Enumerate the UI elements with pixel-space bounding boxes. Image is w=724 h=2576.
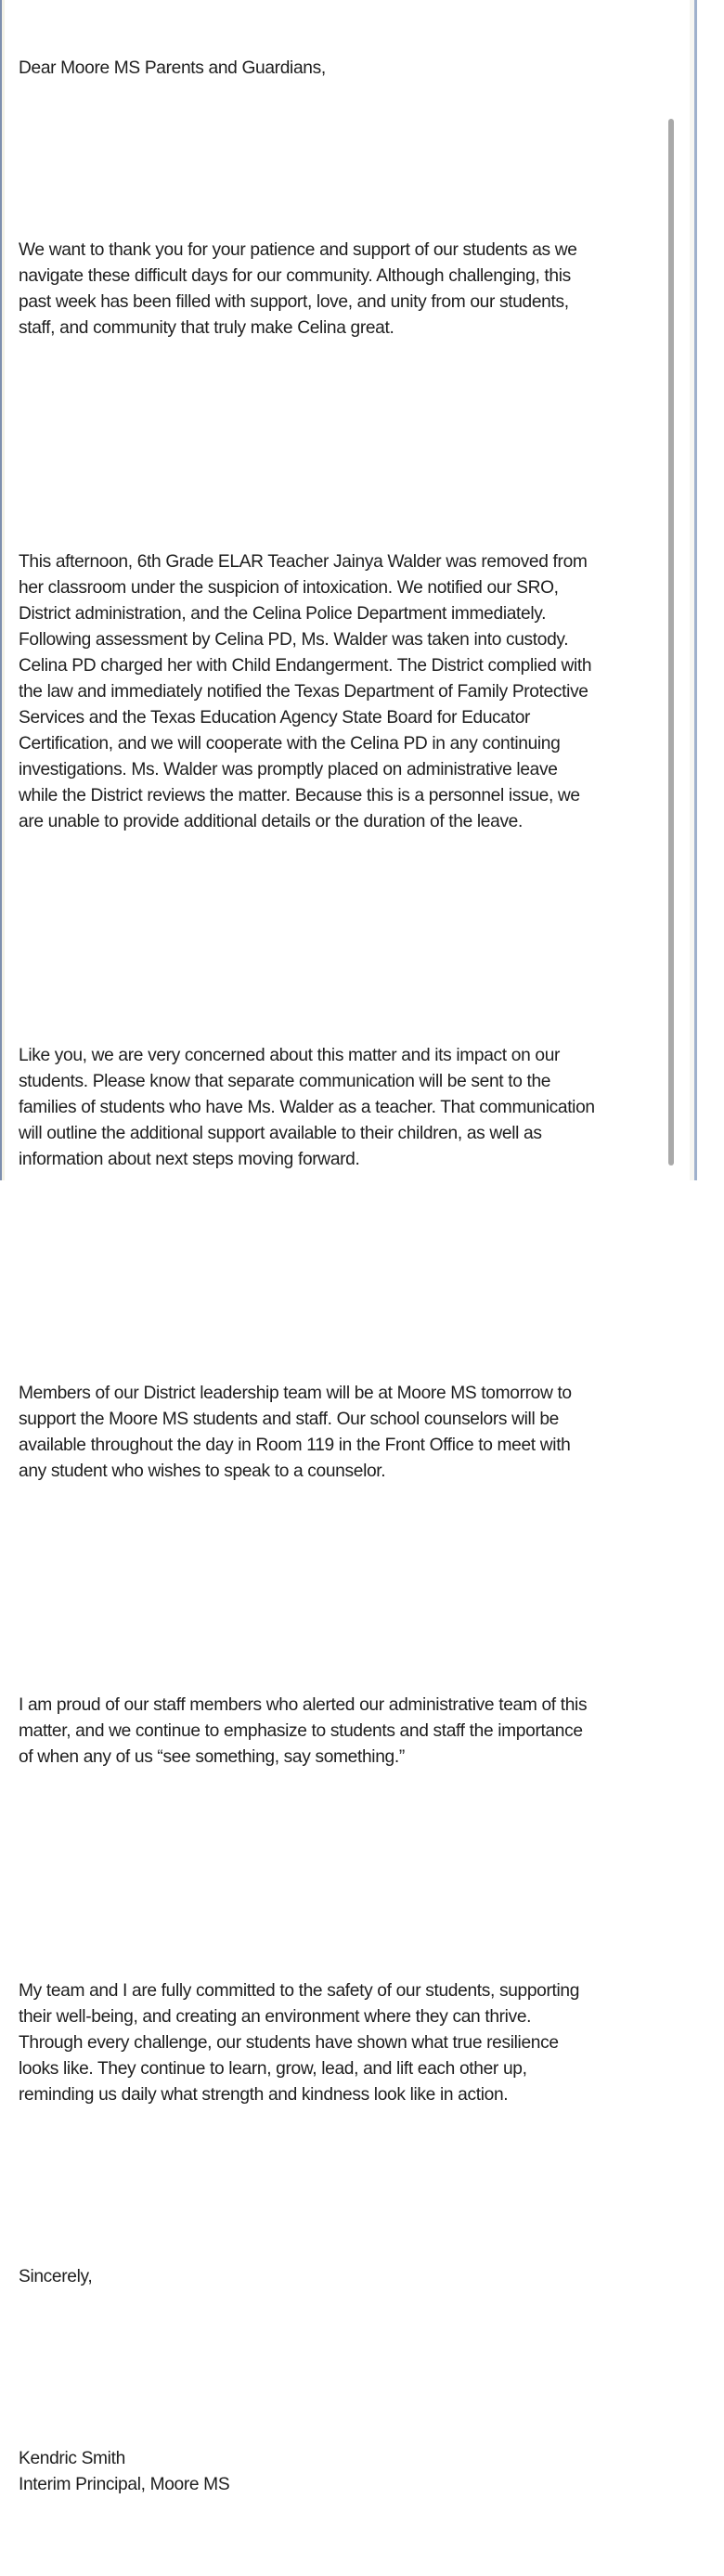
signature-block bbox=[19, 2394, 724, 2550]
text-line: reminding us daily what strength and kindness look like in action. bbox=[19, 2085, 509, 2105]
text-line: staff, and community that truly make Celina great. bbox=[19, 318, 394, 338]
text-line: are unable to provide additional details or the duration of the leave. bbox=[19, 812, 523, 831]
text-line: matter, and we continue to emphasize to students and staff the importance bbox=[19, 1721, 583, 1741]
text-line: District administration, and the Celina Police Department immediately. bbox=[19, 604, 547, 624]
paragraph-commitment bbox=[19, 1926, 724, 2160]
closing bbox=[19, 2264, 724, 2290]
text-line: Like you, we are very concerned about this matter and its impact on our bbox=[19, 1046, 561, 1065]
signer-title: Interim Principal, Moore MS bbox=[19, 2475, 230, 2494]
text-line: her classroom under the suspicion of intoxication. We notified our SRO, bbox=[19, 578, 559, 598]
text-line: My team and I are fully committed to the safety of our students, supporting bbox=[19, 1981, 580, 2001]
text-line: families of students who have Ms. Walder as a teacher. That communication bbox=[19, 1098, 595, 1117]
text-line: support the Moore MS students and staff. Our school counselors will be bbox=[19, 1410, 559, 1429]
closing-text: Sincerely, bbox=[19, 2267, 93, 2286]
salutation-text: Dear Moore MS Parents and Guardians, bbox=[19, 58, 326, 78]
text-line: any student who wishes to speak to a counselor. bbox=[19, 1462, 386, 1481]
paragraph-proud bbox=[19, 1641, 724, 1823]
salutation bbox=[19, 56, 724, 82]
text-line: Certification, and we will cooperate with the Celina PD in any continuing bbox=[19, 734, 561, 753]
text-line: I am proud of our staff members who alerted our administrative team of this bbox=[19, 1695, 588, 1715]
text-line: while the District reviews the matter. Because this is a personnel issue, we bbox=[19, 786, 580, 805]
text-line: Through every challenge, our students have shown what true resilience bbox=[19, 2033, 559, 2053]
text-line: available throughout the day in Room 119 in the Front Office to meet with bbox=[19, 1436, 571, 1455]
paragraph-thanks bbox=[19, 186, 724, 393]
text-line: Members of our District leadership team will be at Moore MS tomorrow to bbox=[19, 1384, 572, 1403]
text-line: navigate these difficult days for our community. Although challenging, this bbox=[19, 266, 571, 286]
text-line: investigations. Ms. Walder was promptly placed on administrative leave bbox=[19, 760, 558, 779]
paragraph-support bbox=[19, 1329, 724, 1537]
signer-name: Kendric Smith bbox=[19, 2449, 125, 2468]
paragraph-incident bbox=[19, 497, 724, 887]
letter-body bbox=[19, 4, 724, 2576]
text-line: their well-being, and creating an environment where they can thrive. bbox=[19, 2007, 532, 2027]
text-line: We want to thank you for your patience and support of our students as we bbox=[19, 240, 577, 260]
text-line: Services and the Texas Education Agency State Board for Educator bbox=[19, 708, 531, 728]
window-left-border-inner bbox=[2, 0, 5, 1180]
text-line: of when any of us “see something, say something.” bbox=[19, 1747, 405, 1767]
text-line: Following assessment by Celina PD, Ms. Walder was taken into custody. bbox=[19, 630, 569, 650]
text-line: will outline the additional support available to their children, as well as bbox=[19, 1124, 542, 1143]
text-line: past week has been filled with support, love, and unity from our students, bbox=[19, 292, 569, 312]
vertical-scrollbar[interactable] bbox=[668, 119, 674, 1166]
text-line: students. Please know that separate communication will be sent to the bbox=[19, 1072, 551, 1091]
text-line: Celina PD charged her with Child Endangerment. The District complied with bbox=[19, 656, 592, 676]
text-line: looks like. They continue to learn, grow, lead, and lift each other up, bbox=[19, 2059, 527, 2079]
text-line: information about next steps moving forward. bbox=[19, 1150, 360, 1169]
paragraph-concern bbox=[19, 991, 724, 1225]
text-line: the law and immediately notified the Texas Department of Family Protective bbox=[19, 682, 588, 702]
text-line: This afternoon, 6th Grade ELAR Teacher Jainya Walder was removed from bbox=[19, 552, 588, 572]
